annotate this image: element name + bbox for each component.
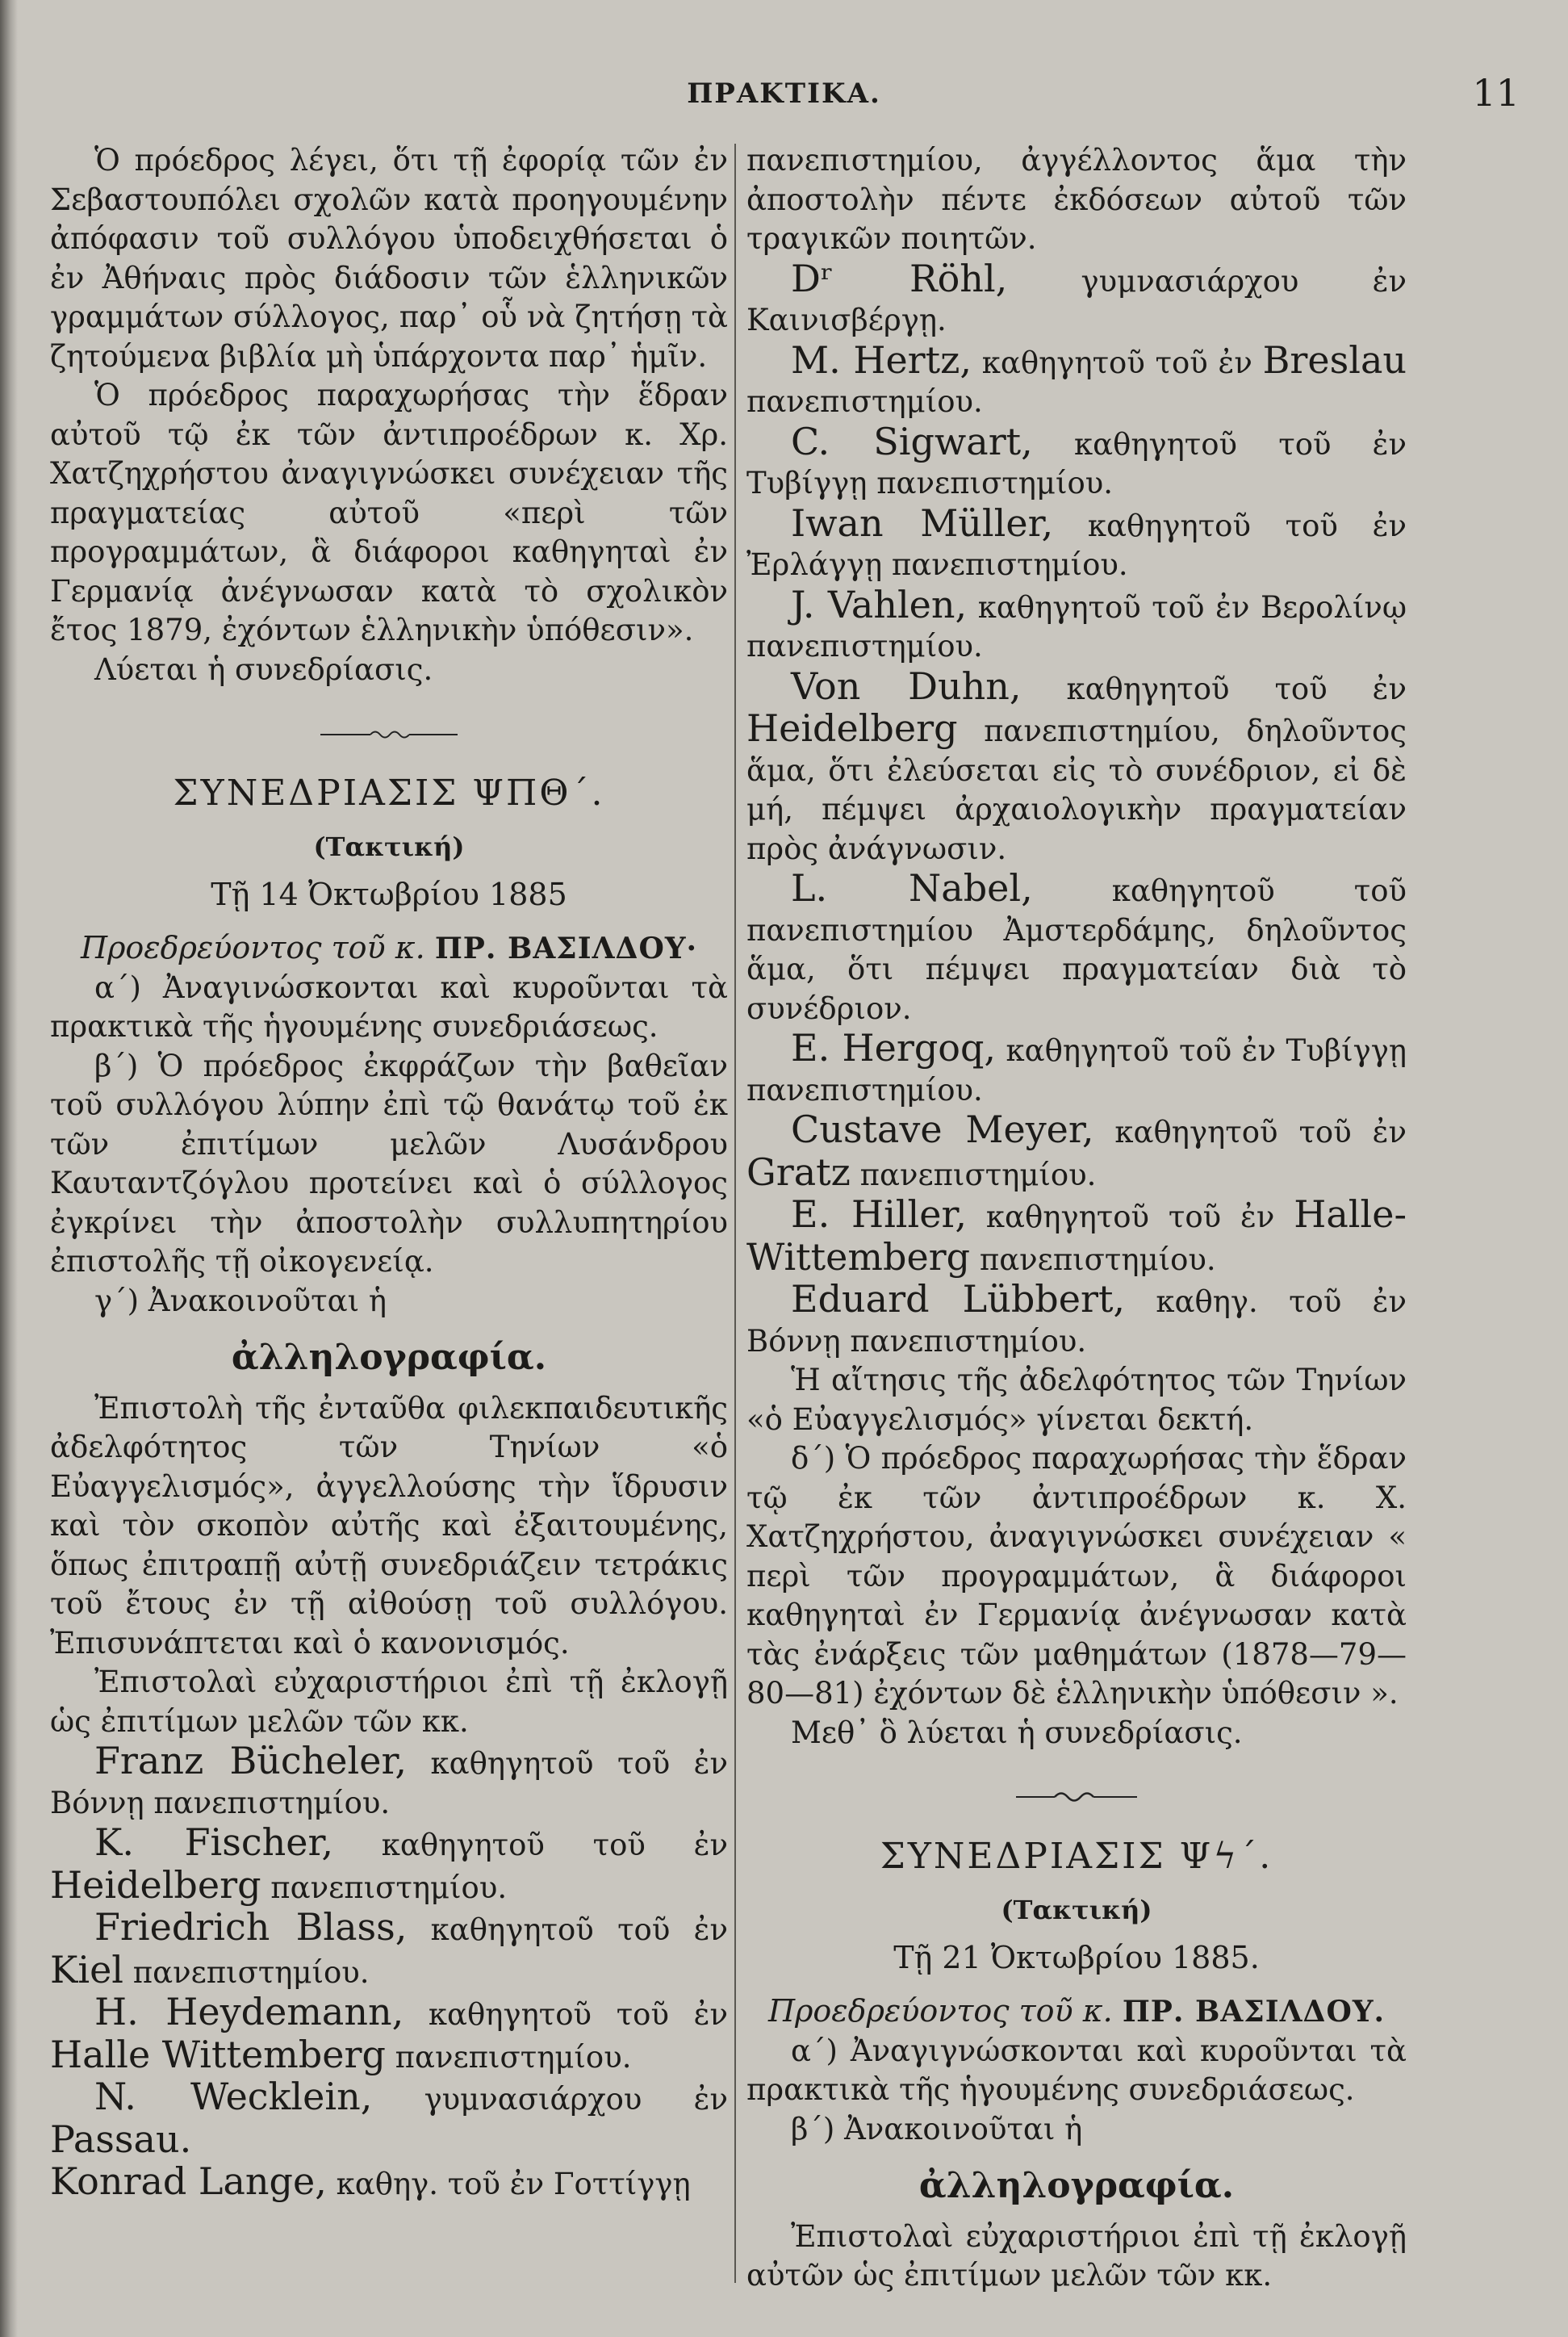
letter-paragraph: Ἐπιστολὴ τῆς ἐνταῦθα φιλεκπαιδευτικῆς ἀδελφότητος τῶν Τηνίων «ὁ Εὐαγγελισμός», ἀγγελλούσης τὴν ἵδρυσιν καὶ τὸν σκοπὸν αὐτῆς καὶ ἐξαιτουμένης, ὅπως ἐπιτραπῇ αὐτῇ συνεδριάζειν τετράκις τοῦ ἔτους ἐν τῇ αἰθούσῃ τοῦ συλλόγου. Ἐπισυνάπτεται καὶ ὁ κανονισμός. xyxy=(50,1390,728,1661)
agenda-item-b: β΄) Ἀνακοινοῦται ἡ xyxy=(791,2111,1083,2146)
left-column xyxy=(50,141,728,2205)
presiding-line xyxy=(50,928,728,969)
page-number: 11 xyxy=(1472,71,1520,115)
member-desc: καθηγητοῦ τοῦ ἐν xyxy=(967,1200,1294,1234)
member-entry xyxy=(746,1279,1407,1361)
member-name: Friedrich Blass, xyxy=(94,1905,408,1949)
member-name: Dʳ Röhl, xyxy=(791,256,1008,300)
member-desc: καθηγητοῦ τοῦ ἐν xyxy=(972,345,1263,380)
paragraph: Ὁ πρόεδρος λέγει, ὅτι τῇ ἐφορίᾳ τῶν ἐν Σεβαστουπόλει σχολῶν κατὰ προηγουμένην ἀπόφασιν τοῦ συλλόγου ὑποδειχθήσεται ὁ ἐν Ἀθήναις πρὸς διάδοσιν τῶν ἑλληνικῶν γραμμάτων σύλλογος, παρ᾽ οὗ νὰ ζητήσῃ τὰ ζητούμενα βιβλία μὴ ὑπάρχοντα παρ᾽ ἡμῖν. xyxy=(50,143,728,374)
member-entry xyxy=(746,337,1407,422)
member-desc: πανεπιστημίου. xyxy=(746,384,983,419)
member-entry xyxy=(746,1028,1407,1110)
member-name: N. Wecklein, xyxy=(94,2075,373,2118)
member-entry xyxy=(746,866,1407,1028)
member-desc: καθηγητοῦ τοῦ ἐν Τυβίγγῃ πανεπιστημίου. xyxy=(746,1033,1407,1108)
member-name: C. Sigwart, xyxy=(791,419,1033,463)
agenda-item-a: α΄) Ἀναγιγνώσκονται καὶ κυροῦνται τὰ πρακτικὰ τῆς ἡγουμένης συνεδριάσεως. xyxy=(746,2033,1407,2107)
ornament-divider xyxy=(746,1775,1407,1815)
agenda-item-a: α΄) Ἀναγινώσκονται καὶ κυροῦνται τὰ πρακτικὰ τῆς ἡγουμένης συνεδριάσεως. xyxy=(50,970,728,1044)
member-desc: πανεπιστημίου, δηλοῦντος ἅμα, ὅτι ἐλεύσεται εἰς τὸ συνέδριον, εἰ δὲ μή, πέμψει ἀρχαιολογικὴν πραγματείαν πρὸς ἀνάγνωσιν. xyxy=(746,714,1407,866)
member-name: E. Hergoq, xyxy=(791,1026,997,1070)
letter-paragraph: Ἐπιστολαὶ εὐχαριστήριοι ἐπὶ τῇ ἐκλογῇ ὡς ἐπιτίμων μελῶν τῶν κκ. xyxy=(50,1665,728,1739)
member-place: Gratz xyxy=(746,1150,851,1194)
member-entry xyxy=(746,582,1407,667)
member-name: M. Hertz, xyxy=(791,337,972,382)
member-place: Kiel xyxy=(50,1947,124,1991)
member-desc: καθηγ. τοῦ ἐν Γοττίγγῃ xyxy=(326,2167,691,2201)
paragraph: Μεθ᾽ ὃ λύεται ἡ συνεδρίασις. xyxy=(791,1715,1243,1750)
presiding-prefix: Προεδρεύοντος τοῦ κ. xyxy=(767,1993,1113,2029)
running-head: ΠΡΑΚΤΙΚΑ. xyxy=(687,77,881,110)
column-divider xyxy=(734,144,736,2283)
member-place: Heidelberg xyxy=(50,1862,261,1907)
member-entry xyxy=(50,2159,728,2205)
member-entry xyxy=(50,1992,728,2077)
correspondence-heading: ἀλληλογραφία. xyxy=(231,1337,547,1378)
member-place: Halle Wittemberg xyxy=(50,2032,386,2076)
session-type: (Τακτική) xyxy=(1001,1895,1152,1925)
member-desc: γυμνασιάρχου ἐν xyxy=(372,2082,728,2117)
session-title: ΣΥΝΕΔΡΙΑΣΙΣ ΨΠΘ΄. xyxy=(173,772,605,814)
member-desc: καθηγητοῦ τοῦ ἐν xyxy=(403,1997,728,2032)
member-entry xyxy=(50,1905,728,1992)
member-entry xyxy=(50,2077,728,2162)
member-name: Eduard Lübbert, xyxy=(791,1277,1126,1321)
member-name: H. Heydemann, xyxy=(94,1990,404,2033)
member-name: Von Duhn, xyxy=(791,664,1022,708)
member-desc: καθηγητοῦ τοῦ ἐν Τυβίγγῃ πανεπιστημίου. xyxy=(746,426,1407,500)
member-name: Custave Meyer, xyxy=(791,1108,1094,1151)
session-title: ΣΥΝΕΔΡΙΑΣΙΣ Ψϟ΄. xyxy=(880,1835,1273,1877)
member-desc: καθηγητοῦ τοῦ ἐν xyxy=(1093,1115,1407,1150)
presiding-name: ΠΡ. ΒΑΣΙΛΔΟΥ· xyxy=(434,932,698,965)
agenda-item-c: γ΄) Ἀνακοινοῦται ἡ xyxy=(94,1283,387,1318)
member-place: Halle-Wittemberg xyxy=(746,1192,1407,1279)
member-entry xyxy=(746,419,1407,504)
page-binding-edge xyxy=(0,0,18,2337)
member-desc: καθηγητοῦ τοῦ ἐν Ἐρλάγγῃ πανεπιστημίου. xyxy=(746,508,1407,582)
member-entry xyxy=(50,1820,728,1908)
member-name: Konrad Lange, xyxy=(50,2159,327,2203)
correspondence-heading: ἀλληλογραφία. xyxy=(918,2165,1235,2206)
member-entry xyxy=(746,1192,1407,1279)
member-entry xyxy=(50,1741,728,1823)
member-desc: καθηγητοῦ τοῦ ἐν xyxy=(1021,671,1407,706)
member-desc: γυμνασιάρχου ἐν Καινισβέργῃ. xyxy=(746,263,1407,337)
session-date: Τῇ 21 Ὀκτωβρίου 1885. xyxy=(893,1939,1260,1975)
member-desc: καθηγητοῦ τοῦ πανεπιστημίου Ἀμστερδάμης, δηλοῦντος ἅμα, ὅτι πέμψει πραγματείαν διὰ τὸ συνέδριον. xyxy=(746,873,1407,1026)
member-desc: πανεπιστημίου. xyxy=(261,1870,508,1905)
member-desc: πανεπιστημίου. xyxy=(385,2039,632,2075)
member-desc: πανεπιστημίου. xyxy=(850,1157,1097,1192)
member-desc: καθηγητοῦ τοῦ ἐν xyxy=(407,1912,728,1947)
member-name: Iwan Müller, xyxy=(791,500,1054,545)
paragraph: Ὁ πρόεδρος παραχωρήσας τὴν ἕδραν αὐτοῦ τῷ ἐκ τῶν ἀντιπροέδρων κ. Χρ. Χατζηχρήστου ἀναγιγνώσκει συνέχειαν τῆς πραγματείας αὐτοῦ «περὶ τῶν προγραμμάτων, ἃ διάφοροι καθηγηταὶ ἐν Γερμανίᾳ ἀνέγνωσαν κατὰ τὸ σχολικὸν ἔτος 1879, ἐχόντων ἑλληνικὴν ὑπόθεσιν». xyxy=(50,378,728,647)
member-name: J. Vahlen, xyxy=(791,582,968,626)
member-desc: καθηγητοῦ τοῦ ἐν xyxy=(333,1828,728,1862)
member-entry xyxy=(746,256,1407,341)
session-date: Τῇ 14 Ὀκτωβρίου 1885 xyxy=(211,876,567,912)
member-place: Passau. xyxy=(50,2117,192,2161)
member-desc: πανεπιστημίου. xyxy=(970,1242,1216,1277)
paragraph: Λύεται ἡ συνεδρίασις. xyxy=(94,651,433,687)
member-name: E. Hiller, xyxy=(791,1192,967,1236)
member-desc: καθηγητοῦ τοῦ ἐν Βόννῃ πανεπιστημίου. xyxy=(50,1746,728,1820)
session-type: (Τακτική) xyxy=(313,831,465,862)
presiding-line xyxy=(746,1991,1407,2032)
member-place: Breslau xyxy=(1262,337,1407,382)
page-header xyxy=(48,71,1520,119)
member-entry xyxy=(746,1110,1407,1195)
member-name: K. Fischer, xyxy=(94,1820,334,1864)
presiding-name: ΠΡ. ΒΑΣΙΛΔΟΥ. xyxy=(1122,1995,1386,2029)
member-desc: πανεπιστημίου. xyxy=(123,1954,370,1990)
member-desc: καθηγ. τοῦ ἐν Βόννῃ πανεπιστημίου. xyxy=(746,1284,1407,1359)
paragraph: Ἡ αἴτησις τῆς ἀδελφότητος τῶν Τηνίων «ὁ Εὐαγγελισμός» γίνεται δεκτή. xyxy=(746,1363,1407,1437)
agenda-item-b: β΄) Ὁ πρόεδρος ἐκφράζων τὴν βαθεῖαν τοῦ συλλόγου λύπην ἐπὶ τῷ θανάτῳ τοῦ ἐκ τῶν ἐπιτίμων μελῶν Λυσάνδρου Καυταντζόγλου προτείνει καὶ ὁ σύλλογος ἐγκρίνει τὴν ἀποστολὴν συλλυπητηρίου ἐπιστολῆς τῇ οἰκογενείᾳ. xyxy=(50,1048,728,1279)
member-name: L. Nabel, xyxy=(791,866,1033,910)
right-column xyxy=(746,141,1407,2296)
letter-paragraph: Ἐπιστολαὶ εὐχαριστήριοι ἐπὶ τῇ ἐκλογῇ αὐτῶν ὡς ἐπιτίμων μελῶν τῶν κκ. xyxy=(746,2218,1407,2293)
ornament-divider xyxy=(50,712,728,752)
agenda-item-d: δ΄) Ὁ πρόεδρος παραχωρήσας τὴν ἕδραν τῷ ἐκ τῶν ἀντιπροέδρων κ. Χ. Χατζηχρήστου, ἀναγιγνώσκει συνέχειαν « περὶ τῶν προγραμμάτων, ἃ διάφοροι καθηγηταὶ ἐν Γερμανίᾳ ἀνέγνωσαν κατὰ τὰς ἐνάρξεις τῶν μαθημάτων (1878—79—80—81) ἐχόντων δὲ ἑλληνικὴν ὑπόθεσιν ». xyxy=(746,1441,1407,1711)
member-entry xyxy=(746,664,1407,869)
member-place: Heidelberg xyxy=(746,706,958,750)
presiding-prefix: Προεδρεύοντος τοῦ κ. xyxy=(80,930,425,965)
continued-paragraph: πανεπιστημίου, ἀγγέλλοντος ἅμα τὴν ἀποστολὴν πέντε ἐκδόσεων αὐτοῦ τῶν τραγικῶν ποιητῶν. xyxy=(746,143,1407,256)
member-desc: καθηγητοῦ τοῦ ἐν Βερολίνῳ πανεπιστημίου. xyxy=(746,589,1407,664)
member-name: Franz Bücheler, xyxy=(94,1739,408,1782)
member-entry xyxy=(746,500,1407,585)
